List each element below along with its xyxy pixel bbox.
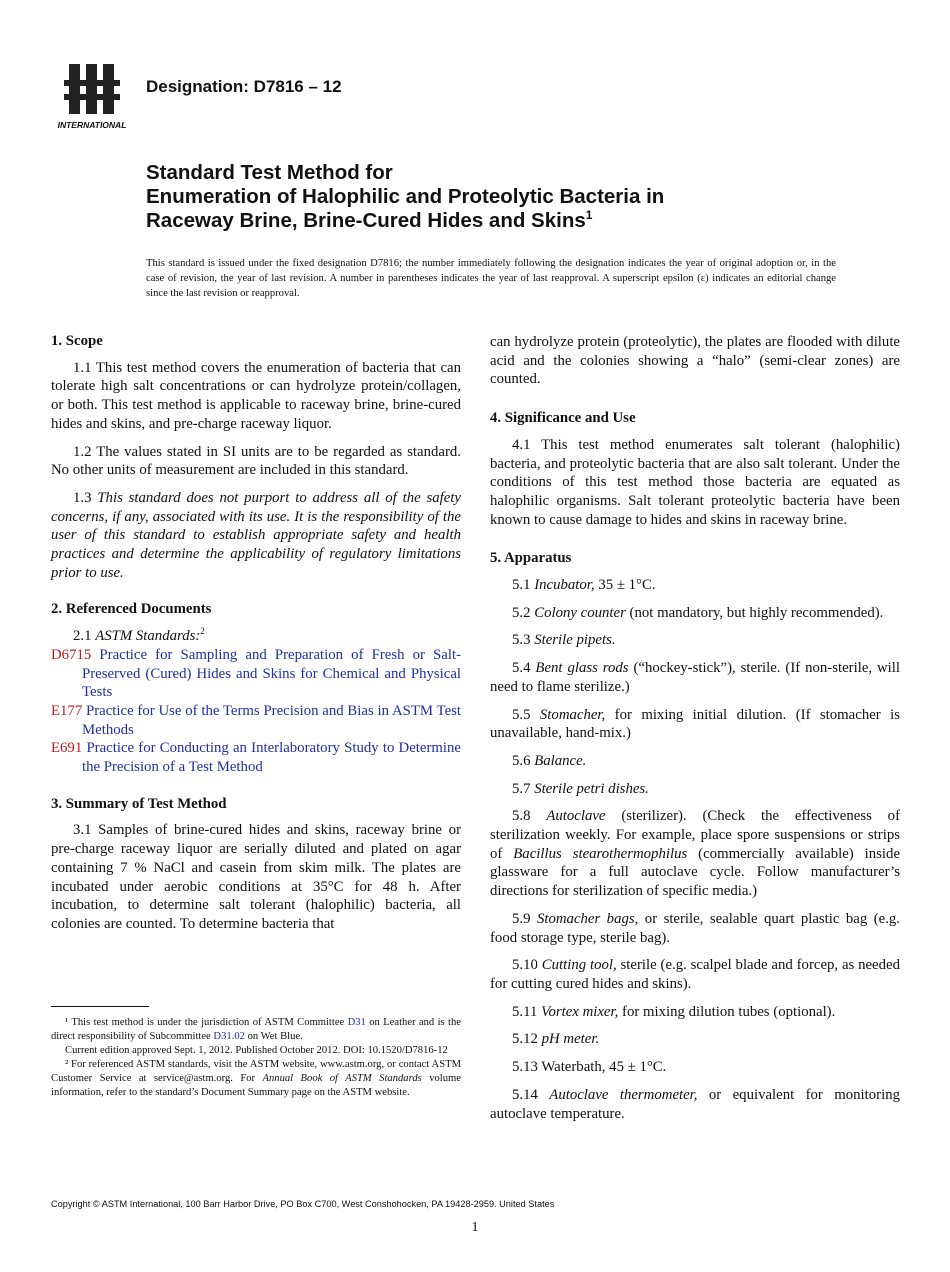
footnote-2: ² For referenced ASTM standards, visit the ASTM website, www.astm.org, or contact ASTM Customer Service at service@astm.org. For Annual Book of ASTM Standards volume information, refer to the standard’s Document Summary page on the ASTM website. bbox=[51, 1059, 461, 1098]
copyright-line: Copyright © ASTM International, 100 Barr Harbor Drive, PO Box C700, West Conshohocken, PA 19428-2959. United States bbox=[51, 1199, 555, 1209]
issue-note: This standard is issued under the fixed designation D7816; the number immediately following the designation indicates the year of original adoption or, in the case of revision, the year of last revision. A number in parentheses indicates the year of last reapproval. A superscript epsilon (ε) indicates an editorial change since the last revision or reapproval. bbox=[146, 258, 836, 299]
scope-1-1: 1.1 This test method covers the enumeration of bacteria that can tolerate high salt concentrations or can hydrolyze protein/collagen, or both. This test method is applicable to raceway brine, brine-cured hides and skins, and pre-charge raceway liquor. bbox=[51, 359, 461, 432]
astm-logo bbox=[50, 60, 136, 132]
scope-1-3: 1.3 This standard does not purport to address all of the safety concerns, if any, associated with its use. It is the responsibility of the user of this standard to establish appropriate safety and health practices and determine the applicability of regulatory limitations prior to use. bbox=[51, 489, 461, 581]
apparatus-5-8: 5.8 Autoclave (sterilizer). (Check the effectiveness of sterilization weekly. For example, place spore suspensions or strips of Bacillus stearothermophilus (commercially available) inside glassware for a full autoclave cycle. Follow manufacturer’s directions for sterilization of specific media.) bbox=[490, 808, 901, 900]
ref-item-e691[interactable]: E691 Practice for Conducting an Interlaboratory Study to Determine the Precision of a Test Method bbox=[51, 740, 461, 776]
apparatus-5-11: 5.11 Vortex mixer, for mixing dilution tubes (optional). bbox=[512, 1003, 836, 1020]
footnote-1: ¹ This test method is under the jurisdiction of ASTM Committee D31 on Leather and is the direct responsibility of Subcommittee D31.02 on Wet Blue. bbox=[51, 1017, 461, 1042]
section-summary-heading: 3. Summary of Test Method bbox=[51, 795, 227, 812]
apparatus-5-7: 5.7 Sterile petri dishes. bbox=[512, 780, 649, 797]
apparatus-5-4: 5.4 Bent glass rods (“hockey-stick”), sterile. (If non-sterile, will need to flame sterilize.) bbox=[490, 660, 901, 695]
title-line-3: Raceway Brine, Brine-Cured Hides and Skins bbox=[146, 209, 586, 232]
logo-subtext: INTERNATIONAL bbox=[57, 120, 127, 130]
ref-item-d6715[interactable]: D6715 Practice for Sampling and Preparation of Fresh or Salt-Preserved (Cured) Hides and Skins for Chemical and Physical Tests bbox=[51, 646, 461, 701]
section-apparatus-heading: 5. Apparatus bbox=[490, 550, 572, 567]
section-refs-heading: 2. Referenced Documents bbox=[51, 601, 212, 618]
section-scope-heading: 1. Scope bbox=[51, 333, 103, 349]
summary-3-1-continued: can hydrolyze protein (proteolytic), the plates are flooded with dilute acid and the colonies showing a “halo” (semi-clear zones) are counted. bbox=[490, 334, 900, 388]
apparatus-5-13: 5.13 Waterbath, 45 ± 1°C. bbox=[512, 1059, 667, 1076]
scope-1-2: 1.2 The values stated in SI units are to be regarded as standard. No other units of measurement are included in this standard. bbox=[51, 443, 461, 479]
apparatus-5-2: 5.2 Colony counter (not mandatory, but highly recommended). bbox=[512, 604, 884, 621]
refs-2-1: 2.1 ASTM Standards:$^2$ bbox=[73, 626, 205, 645]
link-d31[interactable]: D31 bbox=[347, 1017, 366, 1028]
apparatus-5-14: 5.14 Autoclave thermometer, or equivalent for monitoring autoclave temperature. bbox=[490, 1086, 901, 1122]
left-column bbox=[51, 332, 461, 943]
title-footnote-mark: 1 bbox=[585, 208, 593, 223]
apparatus-5-3: 5.3 Sterile pipets. bbox=[512, 632, 616, 649]
footnotes bbox=[51, 1016, 461, 1100]
right-column bbox=[490, 333, 900, 1132]
section-significance-heading: 4. Significance and Use bbox=[490, 410, 636, 427]
apparatus-5-10: 5.10 Cutting tool, sterile (e.g. scalpel blade and forcep, as needed for cutting cured hides and skins). bbox=[490, 957, 900, 992]
title-line-1: Standard Test Method for bbox=[146, 161, 393, 184]
footnote-1-edition: Current edition approved Sept. 1, 2012. Published October 2012. DOI: 10.1520/D7816-12 bbox=[65, 1045, 448, 1056]
significance-4-1: 4.1 This test method enumerates salt tolerant (halophilic) bacteria, and proteolytic bacteria that are also salt tolerant. Under the conditions of this test method those bacteria are equated as halophilic organisms. Salt tolerant proteolytic bacteria have been known to cause damage to hides and skins in raceway brine. bbox=[490, 436, 900, 528]
link-d31-02[interactable]: D31.02 bbox=[213, 1031, 245, 1042]
apparatus-5-6: 5.6 Balance. bbox=[512, 752, 587, 769]
apparatus-5-5: 5.5 Stomacher, for mixing initial dilution. (If stomacher is unavailable, hand-mix.) bbox=[490, 706, 900, 742]
apparatus-5-12: 5.12 pH meter. bbox=[512, 1031, 600, 1048]
ref-item-e177[interactable]: E177 Practice for Use of the Terms Precision and Bias in ASTM Test Methods bbox=[51, 702, 462, 738]
designation: Designation: D7816 – 12 bbox=[146, 77, 342, 96]
document-title bbox=[146, 161, 906, 233]
page-number: 1 bbox=[471, 1220, 479, 1235]
title-line-2: Enumeration of Halophilic and Proteolytic Bacteria in bbox=[146, 185, 665, 208]
summary-3-1: 3.1 Samples of brine-cured hides and skins, raceway brine or pre-charge raceway liquor are serially diluted and plated on agar containing 7 % NaCl and casein from skim milk. The plates are incubated under aerobic conditions at 35°C for 48 h. After incubation, to determine salt tolerant (halophilic) bacteria, all colonies are counted. To determine bacteria that bbox=[51, 822, 461, 932]
apparatus-5-1: 5.1 Incubator, 35 ± 1°C. bbox=[512, 577, 656, 594]
footnote-divider bbox=[51, 1006, 149, 1007]
apparatus-5-9: 5.9 Stomacher bags, or sterile, sealable quart plastic bag (e.g. food storage type, sterile bag). bbox=[490, 910, 900, 946]
